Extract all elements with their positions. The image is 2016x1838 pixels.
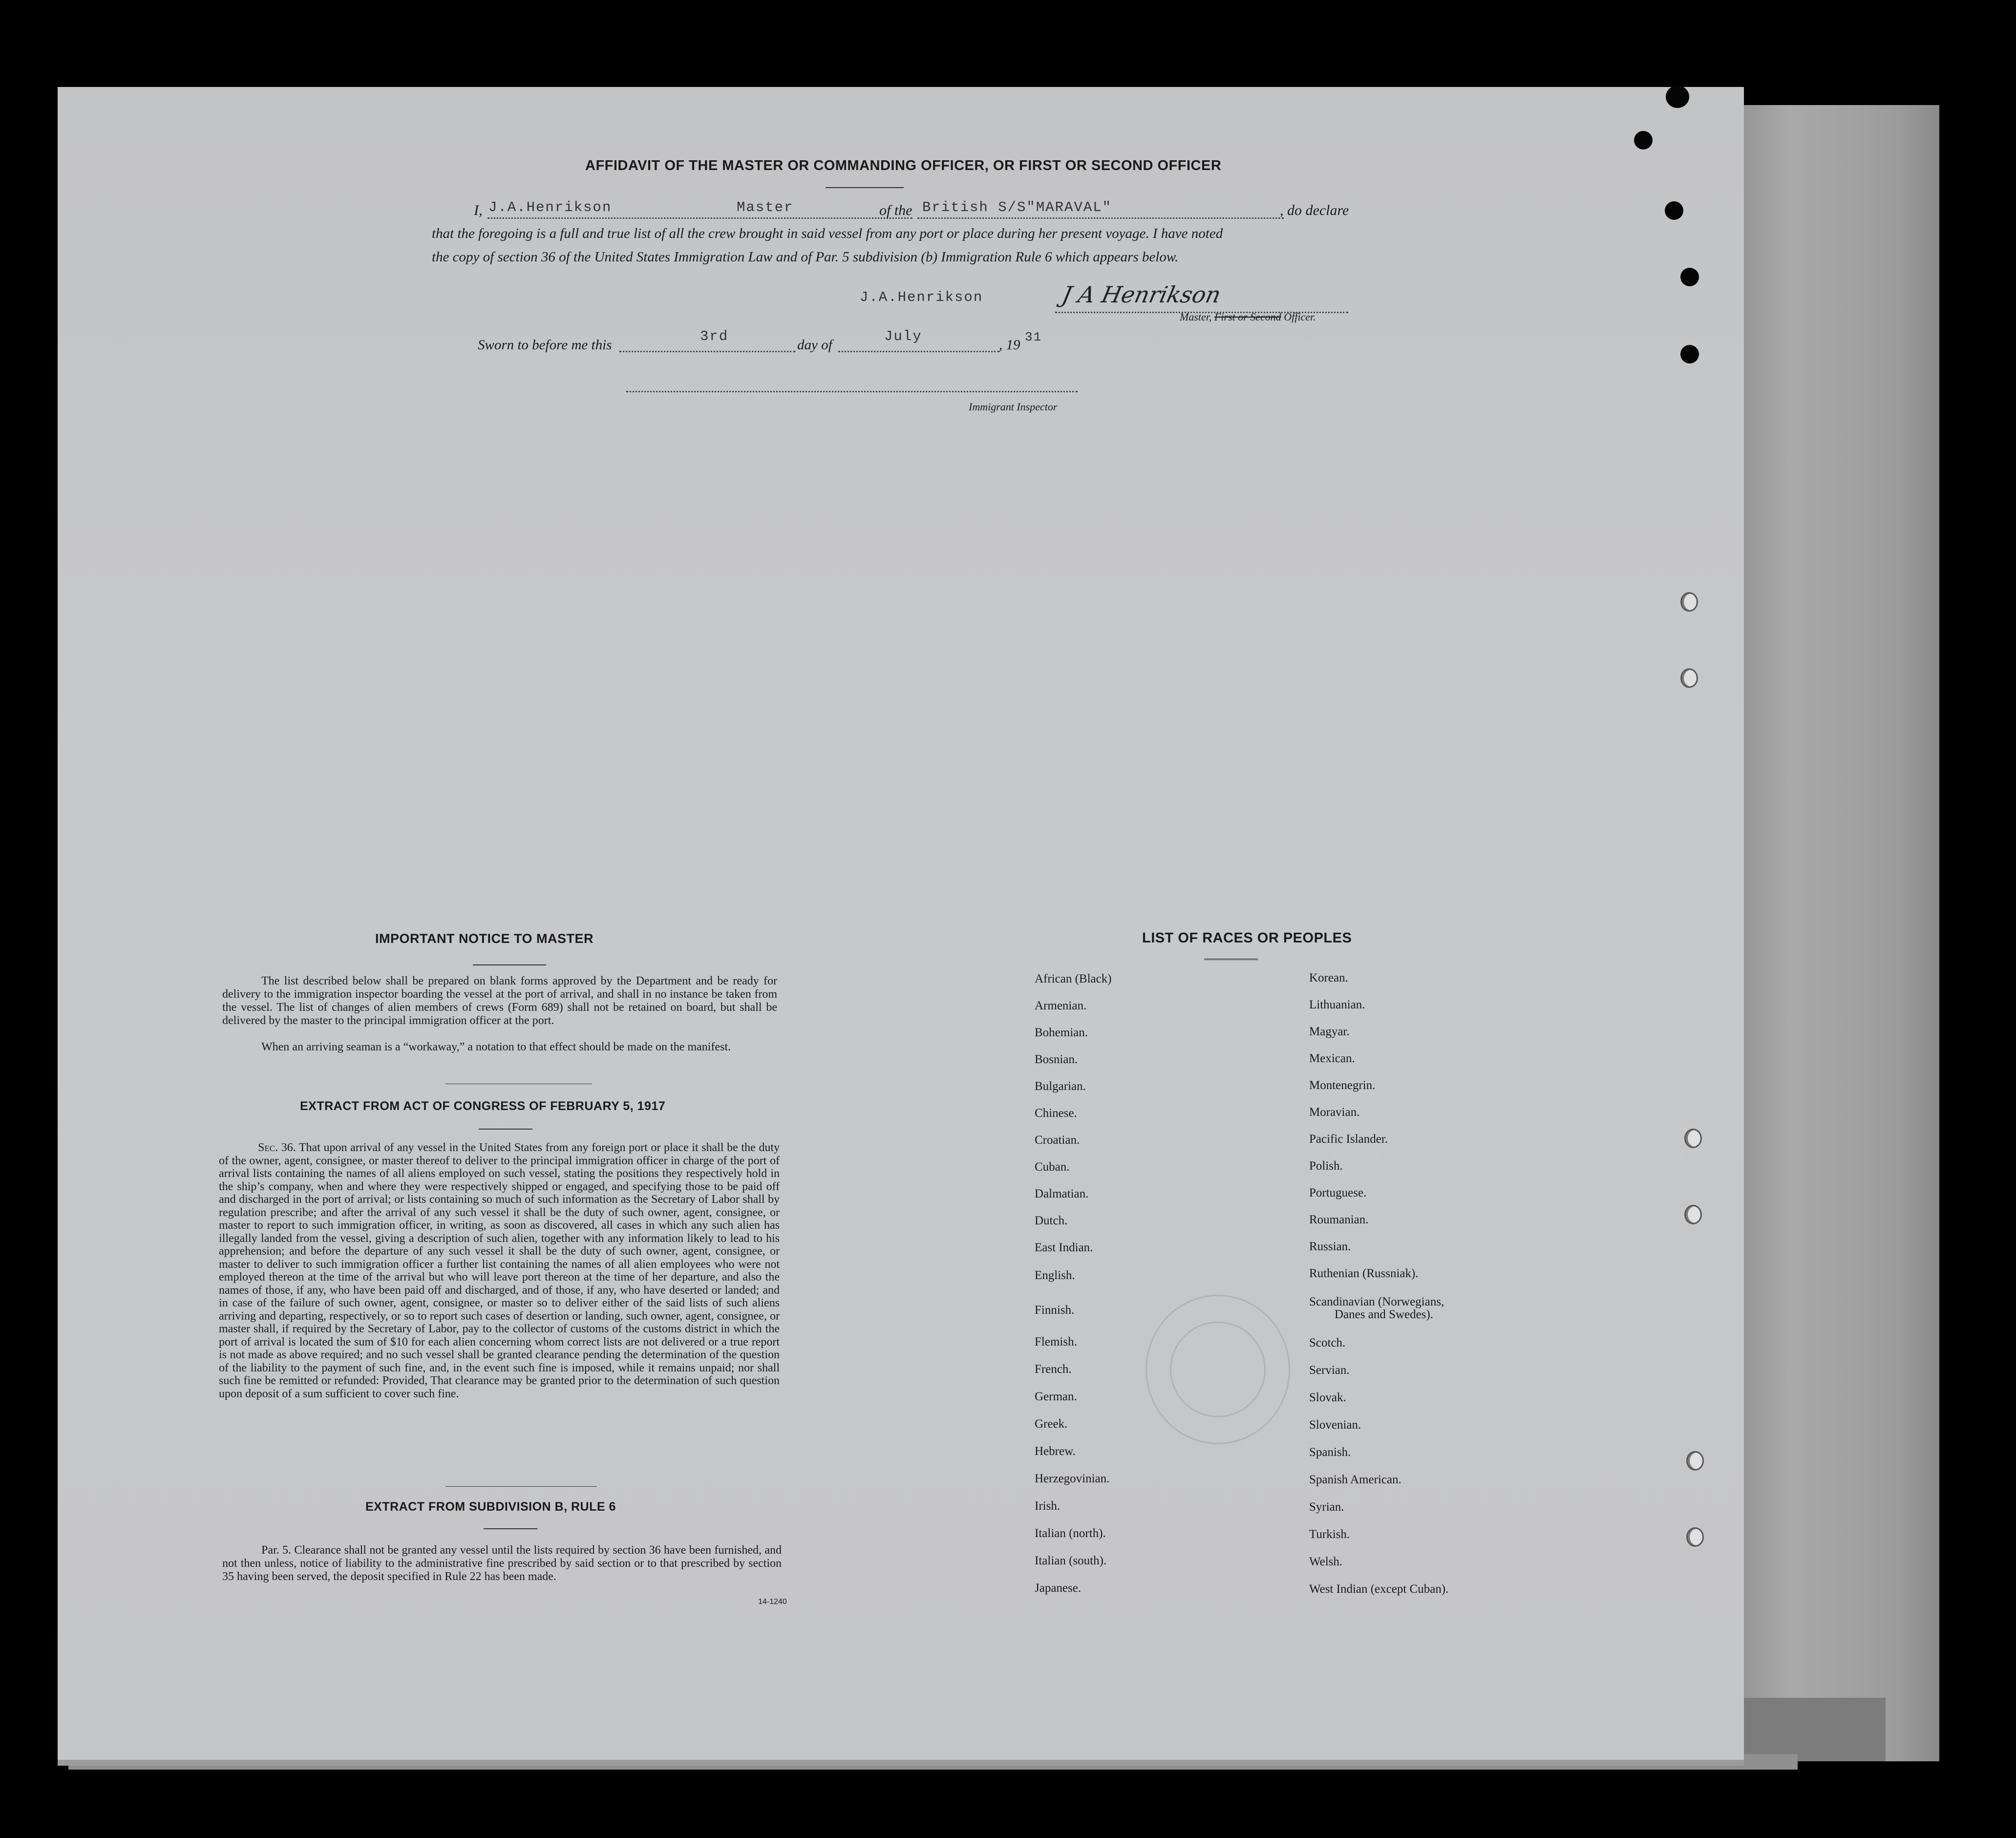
race-item: Turkish. <box>1309 1528 1350 1541</box>
affidavit-line-2: that the foregoing is a full and true list of all the crew brought in said vessel from any port or place during her present voyage. I have noted <box>432 226 1223 241</box>
race-item: Flemish. <box>1035 1335 1077 1348</box>
extract-rule-rule <box>484 1528 537 1529</box>
sworn-label: Sworn to before me this <box>478 337 612 353</box>
race-item: Italian (north). <box>1035 1527 1106 1540</box>
reinforced-hole <box>1686 1451 1704 1471</box>
reinforced-hole <box>1680 592 1698 612</box>
punch-hole <box>1666 85 1689 108</box>
page-bottom-edge <box>58 1760 1744 1766</box>
notice-paragraph-2: When an arriving seaman is a “workaway,” a notation to that effect should be made on the manifest. <box>261 1041 731 1053</box>
race-item: Danes and Swedes). <box>1335 1308 1434 1321</box>
races-left-column <box>1035 972 1289 1609</box>
year-prefix: , 19 <box>999 337 1020 353</box>
race-item: Spanish. <box>1309 1446 1351 1459</box>
notice-rule <box>473 964 546 965</box>
race-item: Lithuanian. <box>1309 998 1365 1011</box>
reinforced-hole <box>1684 1205 1702 1224</box>
race-item: Japanese. <box>1035 1582 1082 1595</box>
race-item: East Indian. <box>1035 1241 1093 1254</box>
race-item: Irish. <box>1035 1499 1061 1513</box>
master-name: J.A.Henrikson <box>488 199 612 215</box>
race-item: Montenegrin. <box>1309 1079 1376 1092</box>
month-dotted-line <box>838 351 999 352</box>
notice-paragraph-1: The list described below shall be prepared on blank forms approved by the Department and be ready for delivery to the immigration inspector boarding the vessel at the port of arrival, and shall in no instance be taken from the vessel. The list of changes of alien members of crews (Form 689) shall not be retained on board, but shall be delivered by the master to the principal immigration officer at the port. <box>222 975 777 1027</box>
extract-act-title: EXTRACT FROM ACT OF CONGRESS OF FEBRUARY 5, 1917 <box>300 1099 666 1113</box>
race-item: Ruthenian (Russniak). <box>1309 1267 1419 1280</box>
declare-label: , do declare <box>1280 202 1349 218</box>
race-item: Servian. <box>1309 1364 1350 1377</box>
sworn-month: July <box>884 328 922 344</box>
race-item: Russian. <box>1309 1240 1351 1253</box>
race-item: French. <box>1035 1363 1072 1376</box>
reinforced-hole <box>1680 668 1698 688</box>
extract-rule-text: Par. 5. Clearance shall not be granted any vessel until the lists required by section 36 have been furnished, and not then unless, notice of liability to the administrative fine prescribed by said section or to that prescribed by section 35 having been served, the deposit specified in Rule 22 has been made. <box>222 1544 782 1583</box>
race-item: Dutch. <box>1035 1214 1068 1227</box>
day-of-label: day of <box>797 337 832 353</box>
race-item: Slovenian. <box>1309 1418 1361 1432</box>
day-dotted-line <box>619 351 795 352</box>
race-item: Polish. <box>1309 1159 1343 1173</box>
race-item: Korean. <box>1309 971 1348 984</box>
sworn-year: 31 <box>1025 330 1042 344</box>
name-dotted-line <box>488 217 913 219</box>
punch-hole <box>1680 268 1699 286</box>
notice-title: IMPORTANT NOTICE TO MASTER <box>375 931 594 946</box>
punch-hole <box>1634 131 1653 150</box>
signer-title <box>1180 311 1316 323</box>
races-title: LIST OF RACES OR PEOPLES <box>1142 930 1352 946</box>
races-rule <box>1204 959 1258 960</box>
title-rule <box>826 187 904 188</box>
race-item: Scotch. <box>1309 1336 1346 1349</box>
section-divider <box>446 1486 597 1487</box>
background-sheet <box>1724 105 1939 1761</box>
race-item: Welsh. <box>1309 1555 1343 1568</box>
race-item: Bohemian. <box>1035 1026 1088 1039</box>
race-item: Armenian. <box>1035 999 1087 1012</box>
race-item: African (Black) <box>1035 972 1112 985</box>
race-item: Chinese. <box>1035 1107 1077 1120</box>
signer-title-officer: Officer. <box>1284 311 1316 323</box>
race-item: Italian (south). <box>1035 1554 1107 1567</box>
race-item: Croatian. <box>1035 1133 1080 1147</box>
extract-rule-title: EXTRACT FROM SUBDIVISION B, RULE 6 <box>365 1500 616 1514</box>
race-item: Portuguese. <box>1309 1186 1367 1199</box>
typed-signer-name: J.A.Henrikson <box>860 289 983 305</box>
form-number: 14-1240 <box>758 1598 787 1606</box>
race-item: Magyar. <box>1309 1025 1350 1038</box>
signer-title-master: Master, <box>1180 311 1212 323</box>
race-item: Herzegovinian. <box>1035 1472 1110 1485</box>
race-item: Spanish American. <box>1309 1473 1401 1486</box>
race-item: Finnish. <box>1035 1304 1075 1317</box>
inspector-label: Immigrant Inspector <box>969 401 1058 413</box>
race-item: Bosnian. <box>1035 1053 1078 1066</box>
race-item: German. <box>1035 1390 1077 1403</box>
race-item: Hebrew. <box>1035 1445 1076 1458</box>
race-item: West Indian (except Cuban). <box>1309 1582 1449 1596</box>
race-item: Pacific Islander. <box>1309 1133 1388 1146</box>
race-item: Scandinavian (Norwegians, <box>1309 1295 1444 1308</box>
of-the-label: of the <box>879 202 913 218</box>
section-36-text: That upon arrival of any vessel in the United States from any foreign port or place it shall be the duty of the owner, agent, consignee, or master thereof to deliver to the principal immigration officer in charge of the port of arrival lists containing the names of all aliens employed on such vessel, stating the positions they respectively hold in the ship’s company, when and where they were respectively shipped or engaged, and specifying those to be paid off and discharged in the port of arrival; or lists containing so much of such information as the Secretary of Labor shall by regulation prescribe; and after the arrival of any such vessel it shall be the duty of such owner, agent, consignee, or master to report to such immigration officer, in writing, as soon as discovered, all cases in which any such alien has illegally landed from the vessel, giving a description of such alien, together with any information likely to lead to his apprehension; and before the departure of any such vessel it shall be the duty of such owner, agent, consignee, or master to deliver to such immigration officer a further list containing the names of all alien employees who were not employed thereon at the time of the arrival but who will leave port thereon at the time of her departure, and also the names of those, if any, who have been paid off and discharged, and of those, if any, who have deserted or landed; and in case of the failure of such owner, agent, consignee, or master so to deliver either of the said lists of such aliens arriving and departing, respectively, or so to report such cases of desertion or landing, such owner, agent, consignee, or master shall, if required by the Secretary of Labor, pay to the collector of customs of the customs district in which the port of arrival is located the sum of $10 for each alien concerning whom correct lists are not delivered or a true report is not made as above required; and no such vessel shall be granted clearance pending the determination of the question of the liability to the payment of such fine, and, in the event such fine is imposed, while it remains unpaid; nor shall such fine be remitted or refunded: Provided, That clearance may be granted prior to the determination of such question upon deposit of a sum sufficient to cover such fine. <box>219 1141 780 1400</box>
race-item: Mexican. <box>1309 1052 1355 1065</box>
race-item: Dalmatian. <box>1035 1187 1089 1200</box>
races-right-column <box>1309 971 1602 1610</box>
punch-hole <box>1665 201 1683 220</box>
extract-act-text <box>219 1141 780 1400</box>
race-item: Roumanian. <box>1309 1213 1369 1226</box>
signer-title-struck: First or Second <box>1214 311 1281 323</box>
vessel-dotted-line <box>917 217 1284 219</box>
reinforced-hole <box>1686 1527 1704 1547</box>
affidavit-line-3: the copy of section 36 of the United States Immigration Law and of Par. 5 subdivision (b) Immigration Rule 6 which appears below. <box>432 249 1179 265</box>
affidavit-title: AFFIDAVIT OF THE MASTER OR COMMANDING OFFICER, OR FIRST OR SECOND OFFICER <box>585 158 1222 173</box>
background-sheet-shadow <box>1739 1698 1886 1761</box>
race-item: Moravian. <box>1309 1106 1360 1119</box>
race-item: Greek. <box>1035 1417 1068 1431</box>
affidavit-prefix: I, <box>474 202 483 218</box>
race-item: Syrian. <box>1309 1500 1344 1514</box>
vessel-name: British S/S"MARAVAL" <box>922 199 1112 215</box>
handwritten-signature: J A Henrikson <box>1060 281 1224 308</box>
race-item: English. <box>1035 1269 1075 1282</box>
extract-act-rule <box>479 1129 532 1130</box>
reinforced-hole <box>1684 1129 1702 1148</box>
section-label: Sec. 36. <box>258 1141 296 1154</box>
race-item: Cuban. <box>1035 1160 1070 1174</box>
punch-hole <box>1680 345 1699 363</box>
master-rank: Master <box>737 199 794 215</box>
sworn-day: 3rd <box>700 328 729 344</box>
race-item: Bulgarian. <box>1035 1080 1086 1093</box>
inspector-dotted-line <box>626 391 1078 392</box>
race-item: Slovak. <box>1309 1391 1346 1404</box>
